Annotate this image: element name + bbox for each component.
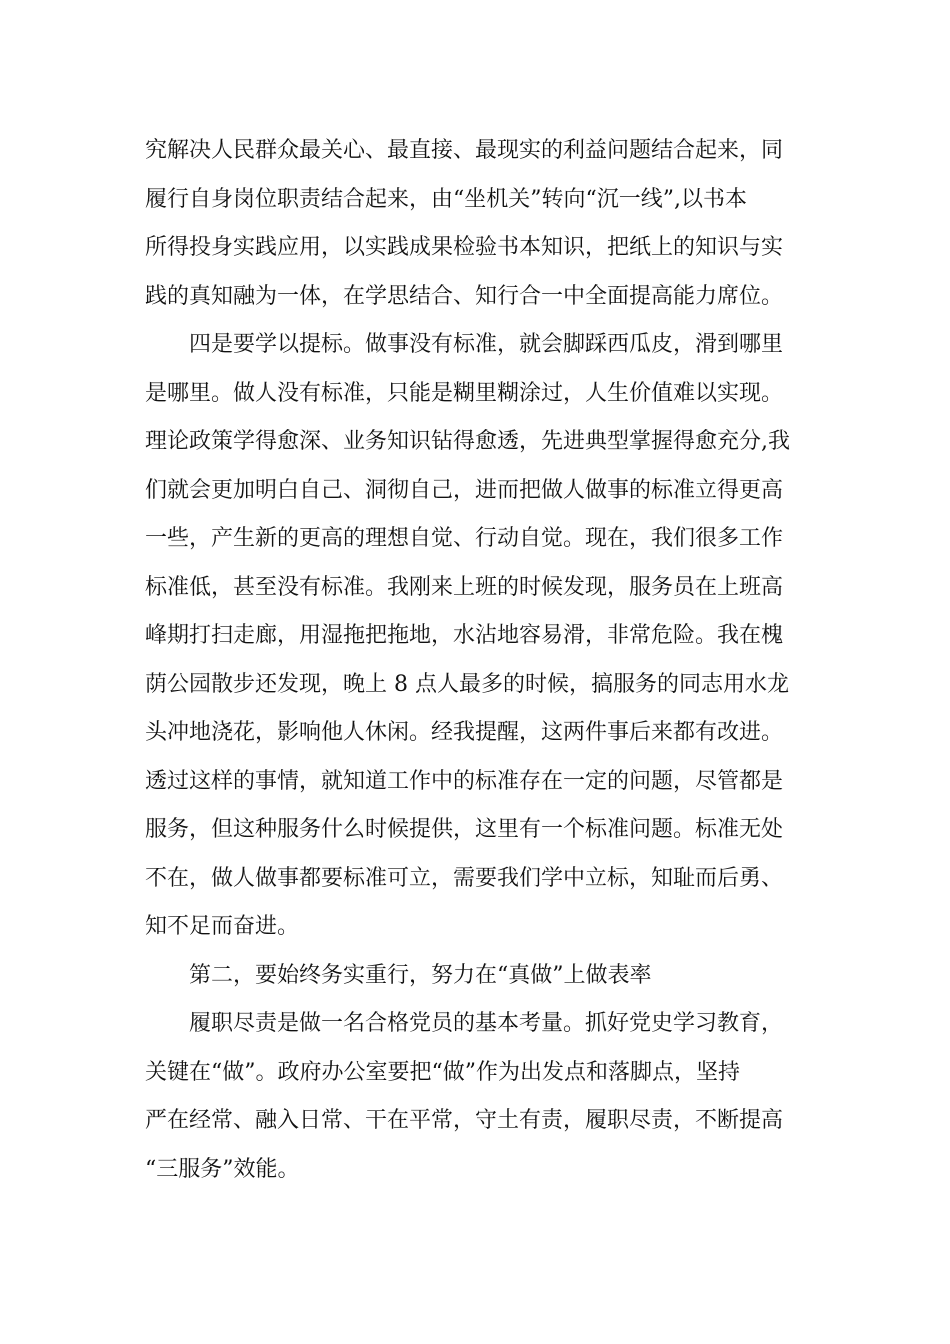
text-line: 是哪里。做人没有标准，只能是糊里糊涂过，人生价值难以实现。 <box>145 380 784 406</box>
section-heading: 第二，要始终务实重行，努力在“真做”上做表率 <box>189 962 652 988</box>
text-line: 践的真知融为一体，在学思结合、知行合一中全面提高能力席位。 <box>145 283 784 309</box>
text-line: 标准低，甚至没有标准。我刚来上班的时候发现，服务员在上班高 <box>145 574 784 600</box>
text-line: 履行自身岗位职责结合起来，由“坐机关”转向“沉一线”,以书本 <box>145 186 747 212</box>
text-line: 峰期打扫走廊，用湿拖把拖地，水沾地容易滑，非常危险。我在槐 <box>145 623 784 648</box>
text-line: 一些，产生新的更高的理想自觉、行动自觉。现在，我们很多工作 <box>145 526 784 551</box>
text-line: 们就会更加明白自己、洞彻自己，进而把做人做事的标准立得更高 <box>145 477 784 503</box>
paragraph-first-line: 四是要学以提标。做事没有标准，就会脚踩西瓜皮，滑到哪里 <box>189 332 784 357</box>
text-line: “三服务”效能。 <box>145 1156 300 1182</box>
text-line: 透过这样的事情，就知道工作中的标准存在一定的问题，尽管都是 <box>145 768 784 794</box>
paragraph-first-line: 履职尽责是做一名合格党员的基本考量。抓好党史学习教育， <box>189 1011 784 1036</box>
text-line: 究解决人民群众最关心、最直接、最现实的利益问题结合起来，同 <box>145 138 784 163</box>
text-line: 理论政策学得愈深、业务知识钻得愈透，先进典型掌握得愈充分,我 <box>145 429 790 454</box>
text-line: 头冲地浇花，影响他人休闲。经我提醒，这两件事后来都有改进。 <box>145 720 784 745</box>
text-line: 关键在“做”。政府办公室要把“做”作为出发点和落脚点，坚持 <box>145 1059 740 1085</box>
text-line: 严在经常、融入日常、干在平常，守土有责，履职尽责，不断提高 <box>145 1108 784 1133</box>
text-line: 知不足而奋进。 <box>145 914 300 939</box>
text-line: 所得投身实践应用，以实践成果检验书本知识，把纸上的知识与实 <box>145 235 784 260</box>
text-line: 荫公园散步还发现，晚上 8 点人最多的时候，搞服务的同志用水龙 <box>145 671 789 697</box>
text-line: 服务，但这种服务什么时候提供，这里有一个标准问题。标准无处 <box>145 817 784 842</box>
document-body <box>145 127 815 1194</box>
text-line: 不在，做人做事都要标准可立，需要我们学中立标，知耻而后勇、 <box>145 865 784 891</box>
